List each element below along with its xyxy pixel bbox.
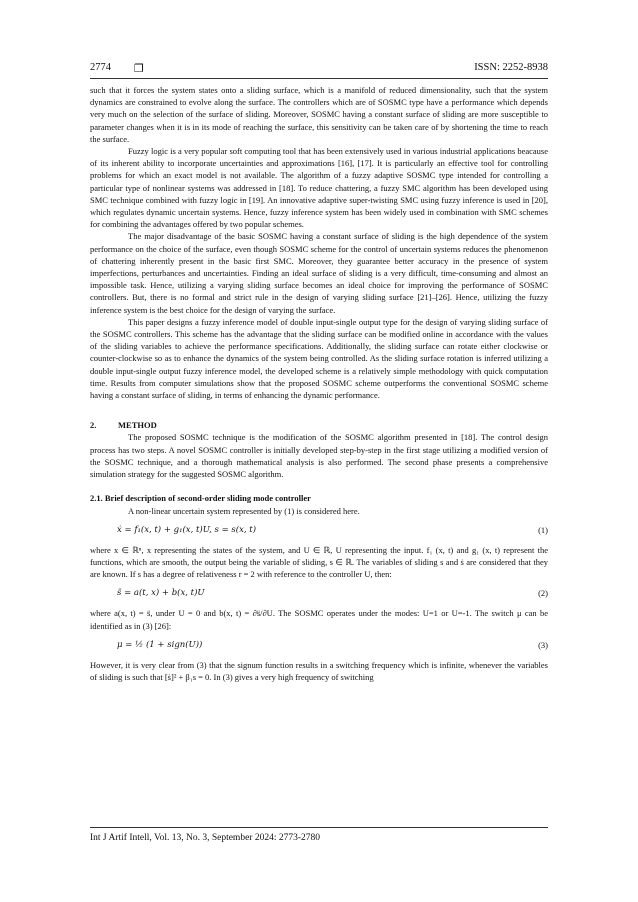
box-icon: ❐ [134, 62, 144, 75]
body-text [90, 84, 548, 683]
paragraph-4: This paper designs a fuzzy inference model of double input-single output type for the design of varying sliding surface of the SOSMC controllers. This scheme has the advantage that the sliding surface can be modified online in accordance with the values of the sliding variables to achieve the performance specifications. Additionally, the sliding surface can rotate either clockwise or counter-clockwise so as to enhance the dynamics of the system being controlled. As the sliding surface rotation is inferred utilizing a double input-single output fuzzy inference model, the developed scheme is a relatively simple methodology with quick computation time. Results from computer simulations show that the proposed SOSMC scheme outperforms the conventional SOSMC scheme having a constant surface of sliding, in terms of enhancing the dynamic performance. [90, 316, 548, 401]
paragraph-8: where a(x, t) = s̈, under U = 0 and b(x, t) = ∂s̈/∂U. The SOSMC operates under the modes: U=1 or U=-1. The switch μ can be identified as in (3) [26]: [90, 608, 548, 631]
equation-3-expr: μ = ½ (1 + sign(U)) [117, 639, 203, 650]
equation-1 [90, 522, 548, 540]
page-header [90, 62, 548, 76]
equation-2-expr: s̈ = a(t, x) + b(x, t)U [117, 588, 205, 599]
equation-2 [90, 585, 548, 603]
equation-1-number: (1) [538, 524, 548, 535]
section-number: 2. [90, 420, 97, 431]
footer-rule [90, 827, 548, 828]
equation-1-expr: ẋ = f₁(x, t) + g₁(x, t)U, s = s(x, t) [117, 524, 257, 535]
paragraph-1: such that it forces the system states onto a sliding surface, which is a manifold of reduced dimensionality, such that the system dynamics are constrained to evolve along the surface. The controllers which are of SOSMC type have a performance which depends very much on the selection of the surface of sliding. Moreover, SOSMC having a constant surface of sliding are more susceptible to parameter changes when it is in its mode of reaching the surface, this sensitivity can be taken care of by shortening the time to reach the surface. [90, 85, 548, 144]
paragraph-5: The proposed SOSMC technique is the modification of the SOSMC algorithm presented in [18]. The control design process has two steps. A novel SOSMC controller is initially developed step-by-step in the first stage utilizing a modified version of the SOSMC technique, and a thorough mathematical analysis is also performed. The second phase presents a comprehensive simulation strategy for the suggested SOSMC algorithm. [90, 432, 548, 480]
equation-2-number: (2) [538, 588, 548, 599]
page-number: 2774 [90, 62, 111, 73]
section-heading-method [90, 419, 548, 431]
paragraph-9: However, it is very clear from (3) that the signum function results in a switching frequency which is infinite, whenever the variables of sliding is such that [ṡ]² + β₁s = 0. In (3) gives a very high frequency of switching [90, 659, 548, 682]
subsection-heading: 2.1. Brief description of second-order sliding mode controller [90, 493, 311, 504]
equation-3-number: (3) [538, 639, 548, 650]
issn-label: ISSN: 2252-8938 [474, 62, 548, 73]
footer-citation: Int J Artif Intell, Vol. 13, No. 3, September 2024: 2773-2780 [90, 833, 321, 843]
paragraph-7: where x ∈ ℝⁿ, x representing the states of the system, and U ∈ ℝ, U representing the input. f₁ (x, t) and g₁ (x, t) represent the functions, which are smooth, the output being the variable of sliding, s ∈ ℝ. The variables of sliding s and ṡ are considered that they are known. If s has a degree of relativeness r = 2 with reference to the controller U, then: [90, 544, 548, 580]
header-rule [90, 78, 548, 79]
paragraph-6: A non-linear uncertain system represented by (1) is considered here. [128, 505, 360, 516]
section-title: METHOD [118, 420, 157, 431]
paragraph-3: The major disadvantage of the basic SOSMC having a constant surface of sliding is the high dependence of the system performance on the choice of the surface, even though SOSMC scheme for the control of uncertain systems reduces the phenomenon of chattering inherently present in the basic first SMC. Moreover, they guarantee better accuracy in the presence of system imperfections, perturbances and uncertainties. Finding an ideal surface of sliding is a very difficult, time-consuming and almost an impossible task. Hence, utilizing a varying sliding surface becomes an ideal choice for improving the performance of SOSMC controllers. But, there is no formal and strict rule in the design of varying sliding surface [21]–[26]. Hence, utilizing the fuzzy inference system is the best choice for the design of varying the surface. [90, 231, 548, 315]
paragraph-2: Fuzzy logic is a very popular soft computing tool that has been extensively used in various industrial applications beacause of its inherent ability to incorporate uncertainties and approximations [16], [17]. It is particularly an effective tool for controlling problems for which an exact model is not available. The algorithm of a fuzzy adaptive SOSMC type intended for controlling a particular type of nonlinear systems was addressed in [18]. To reduce chattering, a fuzzy SMC algorithm has been developed using SMC technique combined with fuzzy logic in [19]. An innovative adaptive super-twisting SMC using fuzzy inference is used in [20], which regulates dynamic uncertain systems. Hence, fuzzy inference system has been widely used in combination with SMC schemes for combining the advantages offered by two popular schemes. [90, 146, 548, 230]
equation-3 [90, 637, 548, 655]
